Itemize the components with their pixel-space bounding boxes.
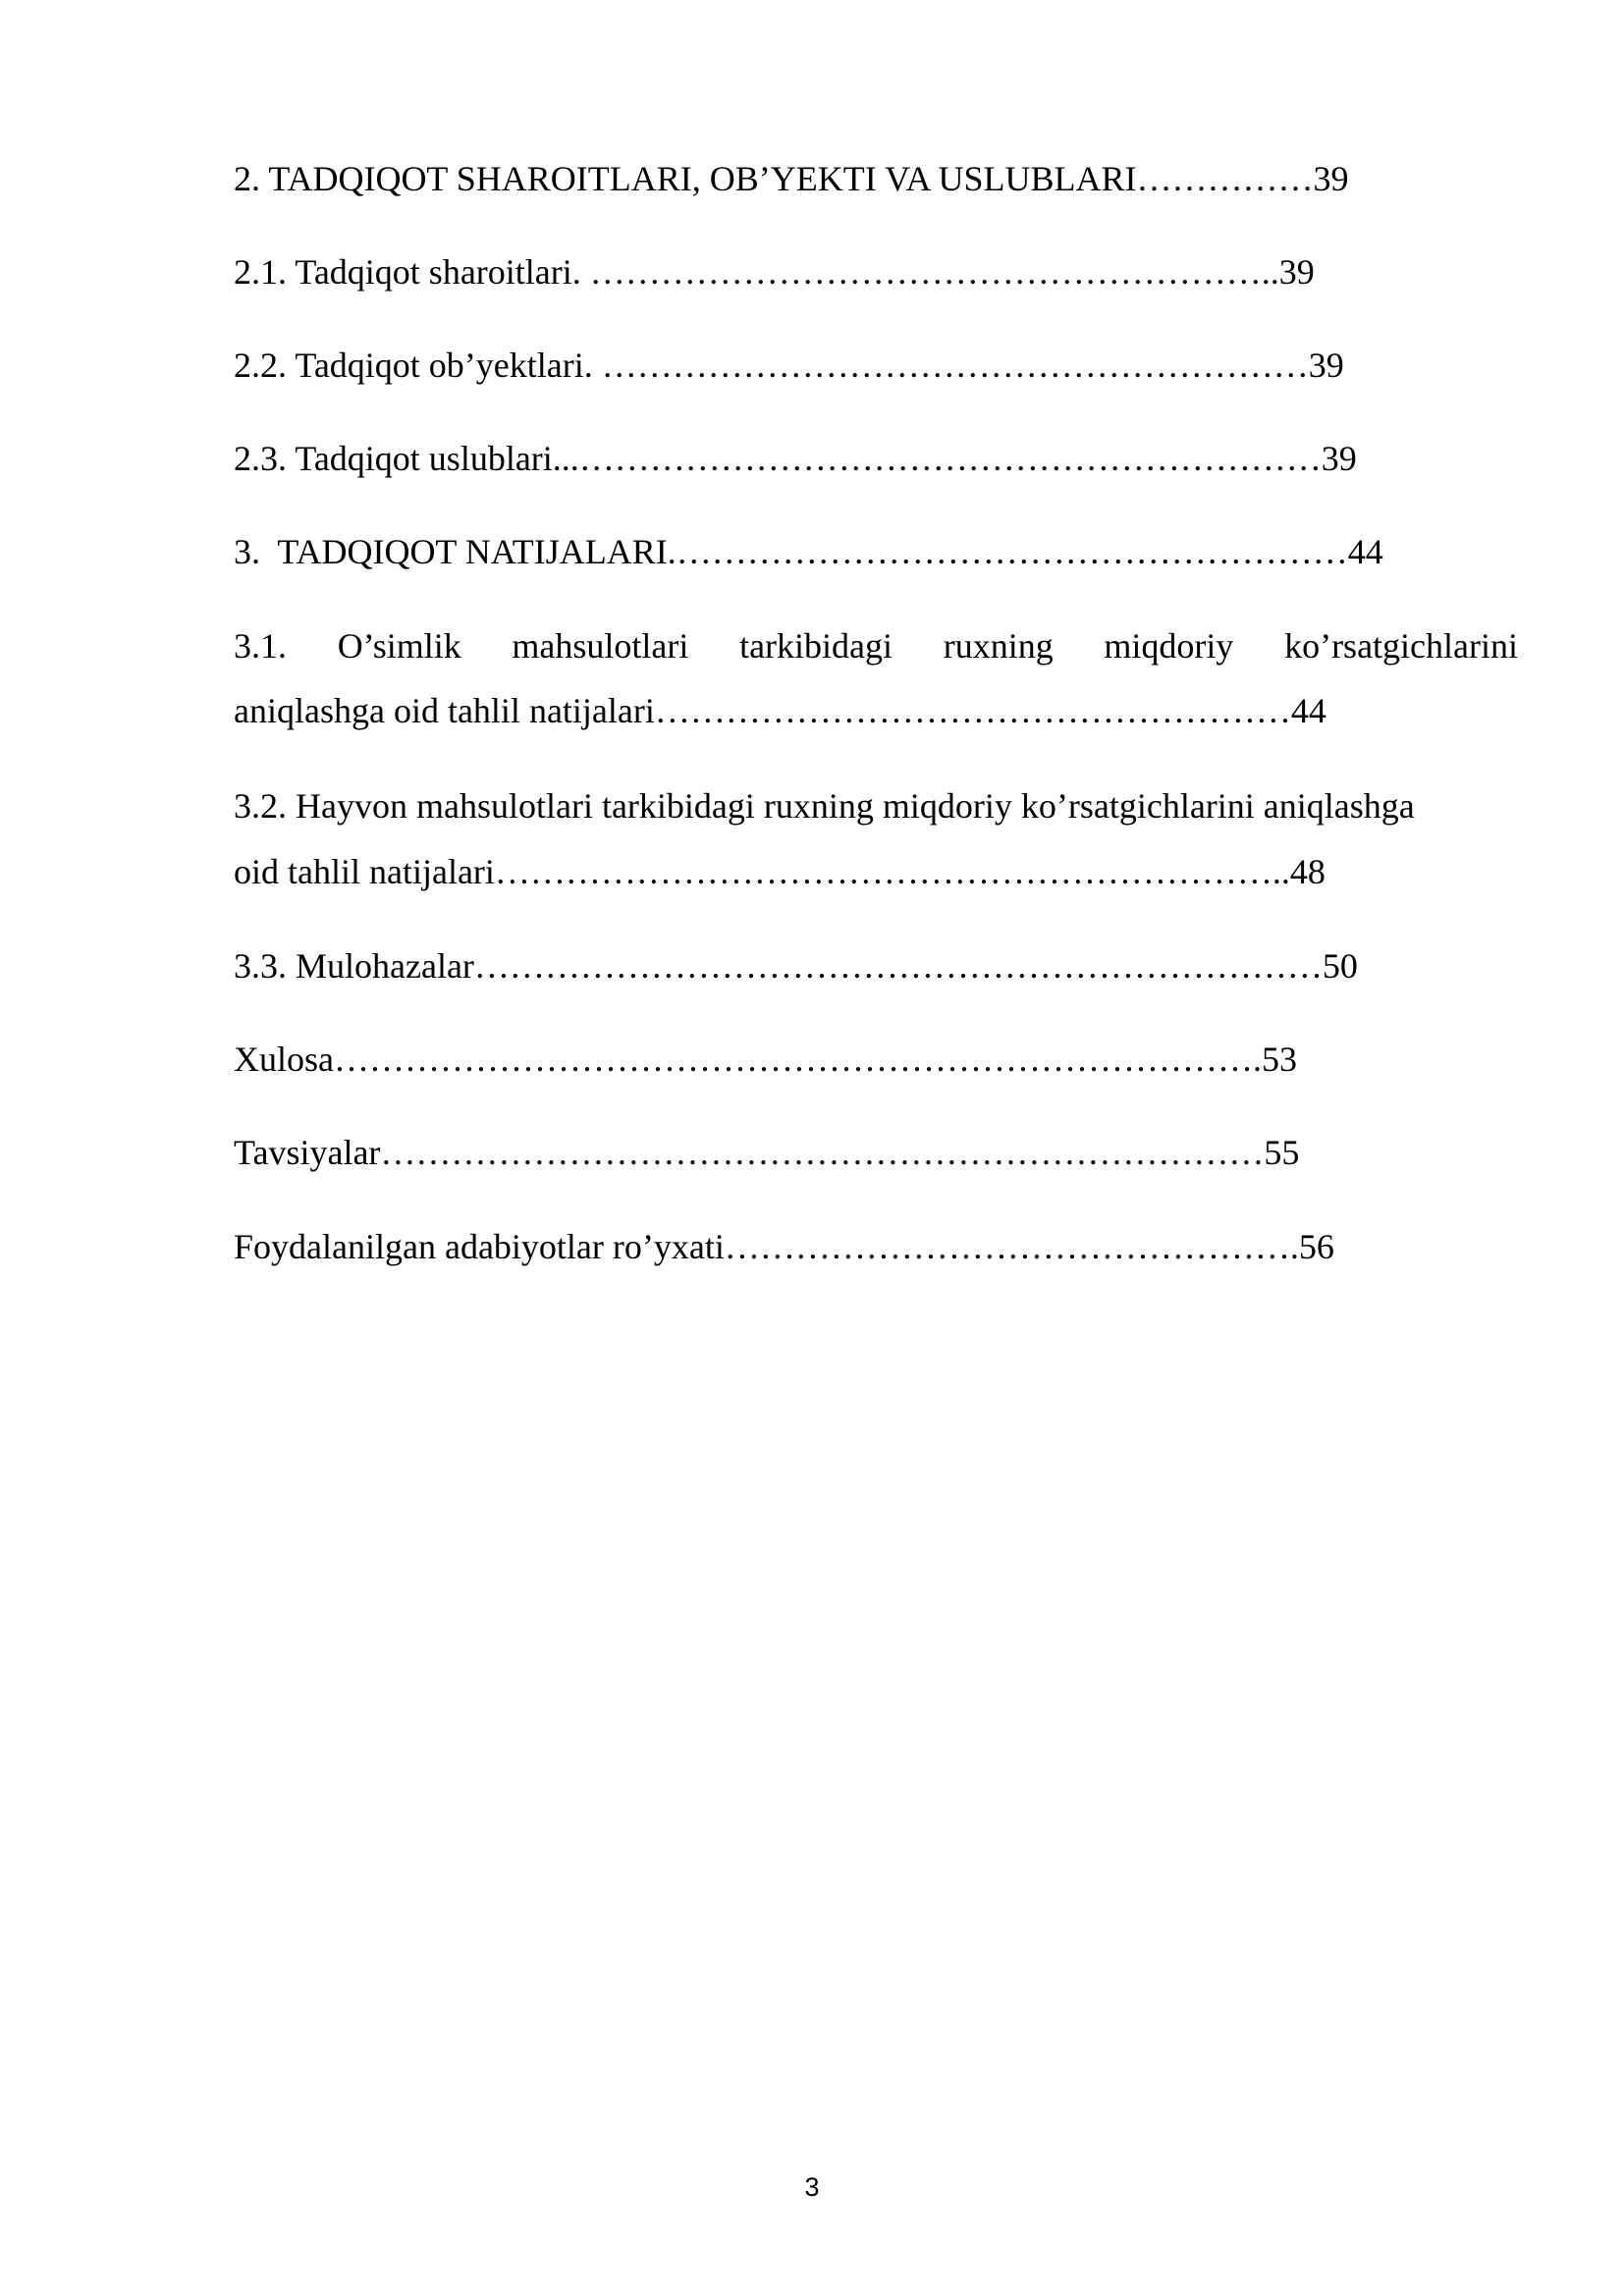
toc-entry-2-1: 2.1. Tadqiqot sharoitlari. …………………………………………………..39 — [234, 252, 1315, 292]
toc-entry-chapter-3: 3. TADQIQOT NATIJALARI.…………………………………………………44 — [234, 532, 1383, 571]
toc-word: tarkibidagi — [739, 626, 893, 666]
toc-entry-3-1-line1 — [234, 624, 1518, 667]
toc-word: miqdoriy — [1104, 626, 1234, 666]
toc-entry-chapter-2: 2. TADQIQOT SHAROITLARI, OB’YEKTI VA USLUBLARI……………39 — [234, 159, 1349, 198]
toc-word: ruxning — [943, 626, 1054, 666]
toc-word: mahsulotlari — [512, 626, 689, 666]
toc-entry-3-2-line1: 3.2. Hayvon mahsulotlari tarkibidagi ruxning miqdoriy ko’rsatgichlarini aniqlashga — [234, 786, 1415, 826]
toc-entry-3-3: 3.3. Mulohazalar………………………………………………………………50 — [234, 946, 1358, 986]
toc-word: 3.1. — [234, 626, 287, 666]
toc-entry-3-1-line2: aniqlashga oid tahlil natijalari………………………………………………44 — [234, 691, 1326, 730]
toc-word: O’simlik — [337, 626, 461, 666]
toc-entry-2-2: 2.2. Tadqiqot ob’yektlari. ……………………………………………………39 — [234, 346, 1344, 385]
toc-entry-xulosa: Xulosa…………………………………………………………………….53 — [234, 1040, 1297, 1079]
toc-entry-tavsiyalar: Tavsiyalar…………………………………………………………………55 — [234, 1133, 1300, 1172]
toc-entry-2-3: 2.3. Tadqiqot uslublari...………………………………………………………39 — [234, 439, 1357, 478]
page-number: 3 — [804, 2172, 820, 2202]
toc-entry-bibliography: Foydalanilgan adabiyotlar ro’yxati………………………………………….56 — [234, 1227, 1334, 1266]
toc-entry-3-2-line2: oid tahlil natijalari…………………………………………………………..48 — [234, 852, 1326, 891]
toc-word: ko’rsatgichlarini — [1284, 626, 1518, 666]
